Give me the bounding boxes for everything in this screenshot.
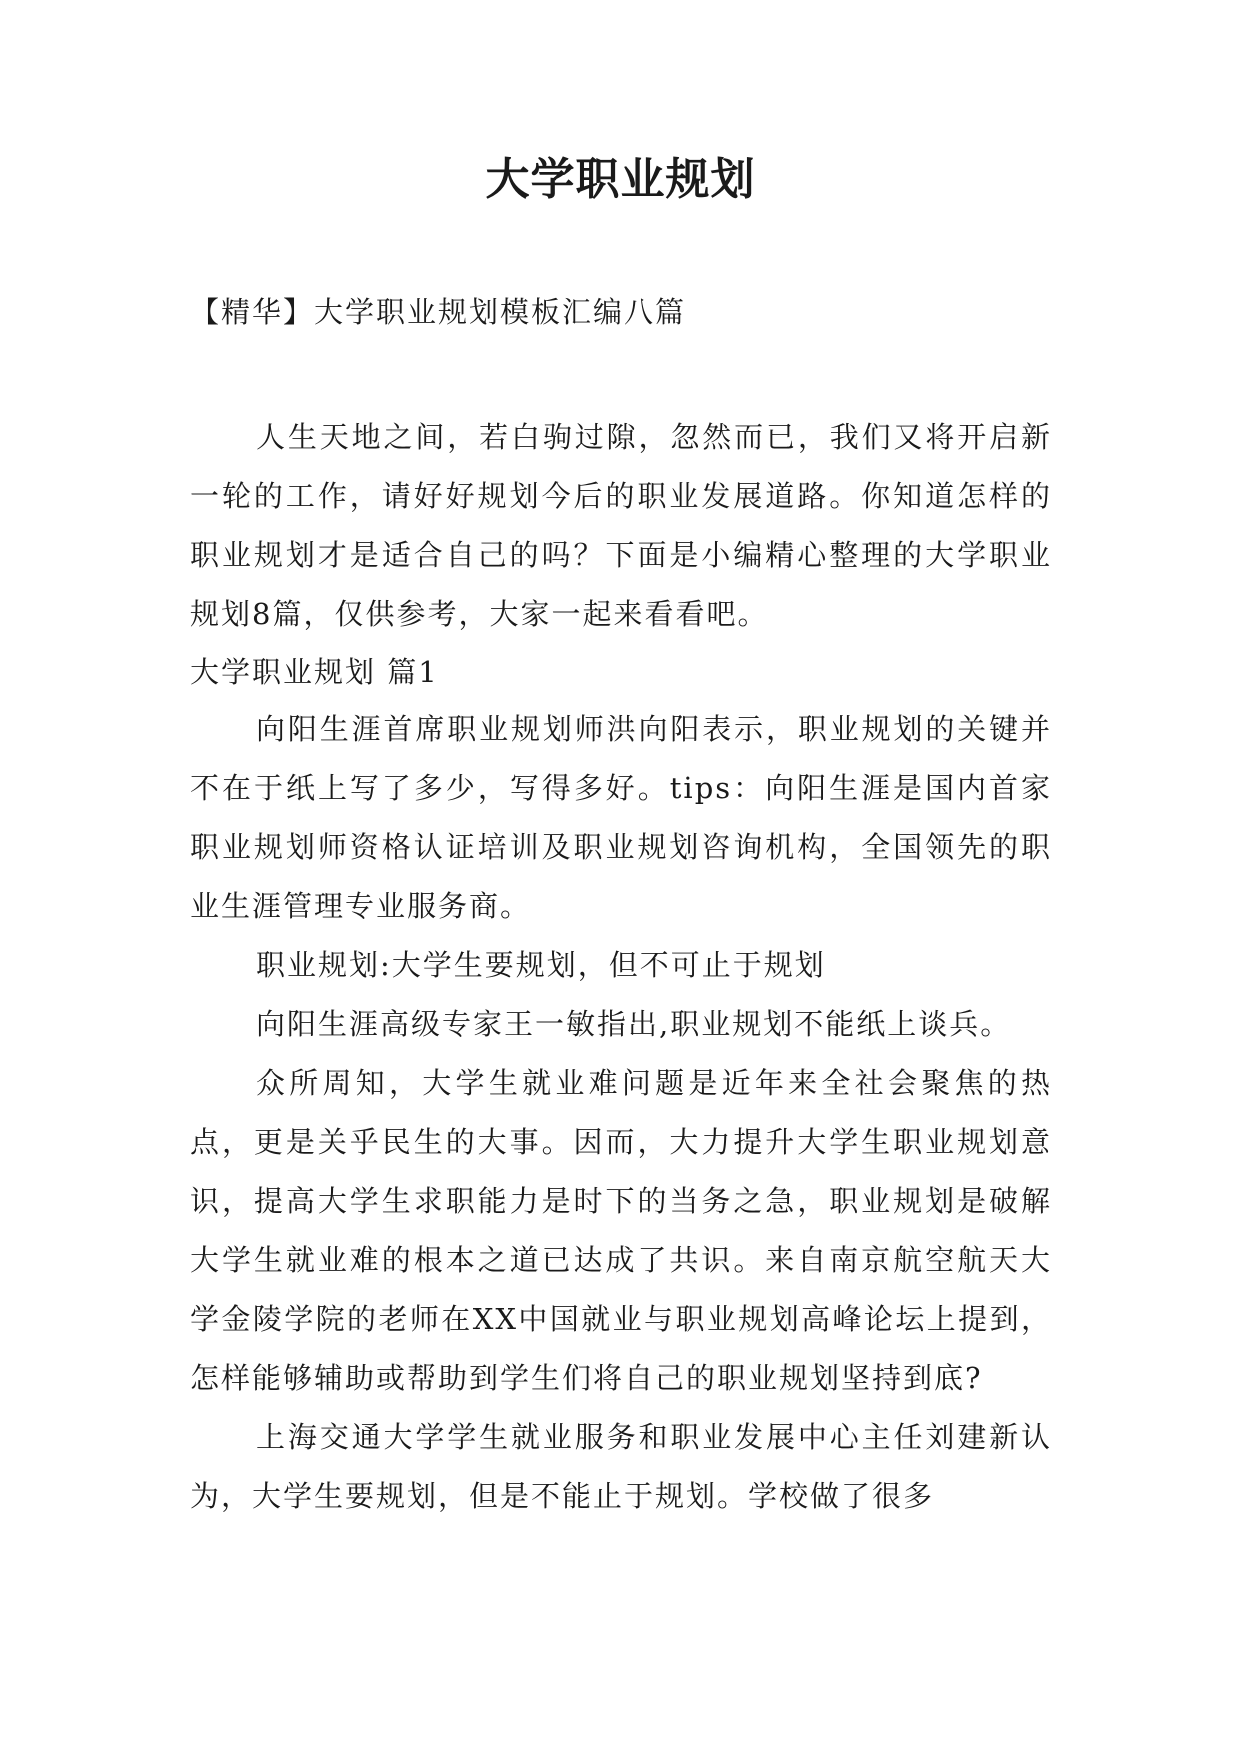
body-paragraph: 向阳生涯高级专家王一敏指出,职业规划不能纸上谈兵。 [256,1007,1012,1041]
document-subtitle: 【精华】大学职业规划模板汇编八篇 [190,295,687,329]
body-paragraph: 职业规划:大学生要规划，但不可止于规划 [256,948,826,982]
body-paragraph: 众所周知，大学生就业难问题是近年来全社会聚焦的热点，更是关乎民生的大事。因而，大力提升大学生职业规划意识，提高大学生求职能力是时下的当务之急，职业规划是破解大学生就业难的根本之道已达成了共识。来自南京航空航天大学金陵学院的老师在XX中国就业与职业规划高峰论坛上提到，怎样能够辅助或帮助到学生们将自己的职业规划坚持到底? [190,1066,1052,1395]
section-heading: 大学职业规划 篇1 [190,655,439,689]
intro-paragraph: 人生天地之间，若白驹过隙，忽然而已，我们又将开启新一轮的工作，请好好规划今后的职业发展道路。你知道怎样的职业规划才是适合自己的吗？下面是小编精心整理的大学职业规划8篇，仅供参考，大家一起来看看吧。 [190,420,1052,631]
document-body [190,408,1052,1526]
document-title: 大学职业规划 [485,154,756,205]
body-paragraph: 向阳生涯首席职业规划师洪向阳表示，职业规划的关键并不在于纸上写了多少，写得多好。tips：向阳生涯是国内首家职业规划师资格认证培训及职业规划咨询机构，全国领先的职业生涯管理专业服务商。 [190,712,1052,923]
body-paragraph: 上海交通大学学生就业服务和职业发展中心主任刘建新认为，大学生要规划，但是不能止于规划。学校做了很多 [190,1420,1052,1513]
